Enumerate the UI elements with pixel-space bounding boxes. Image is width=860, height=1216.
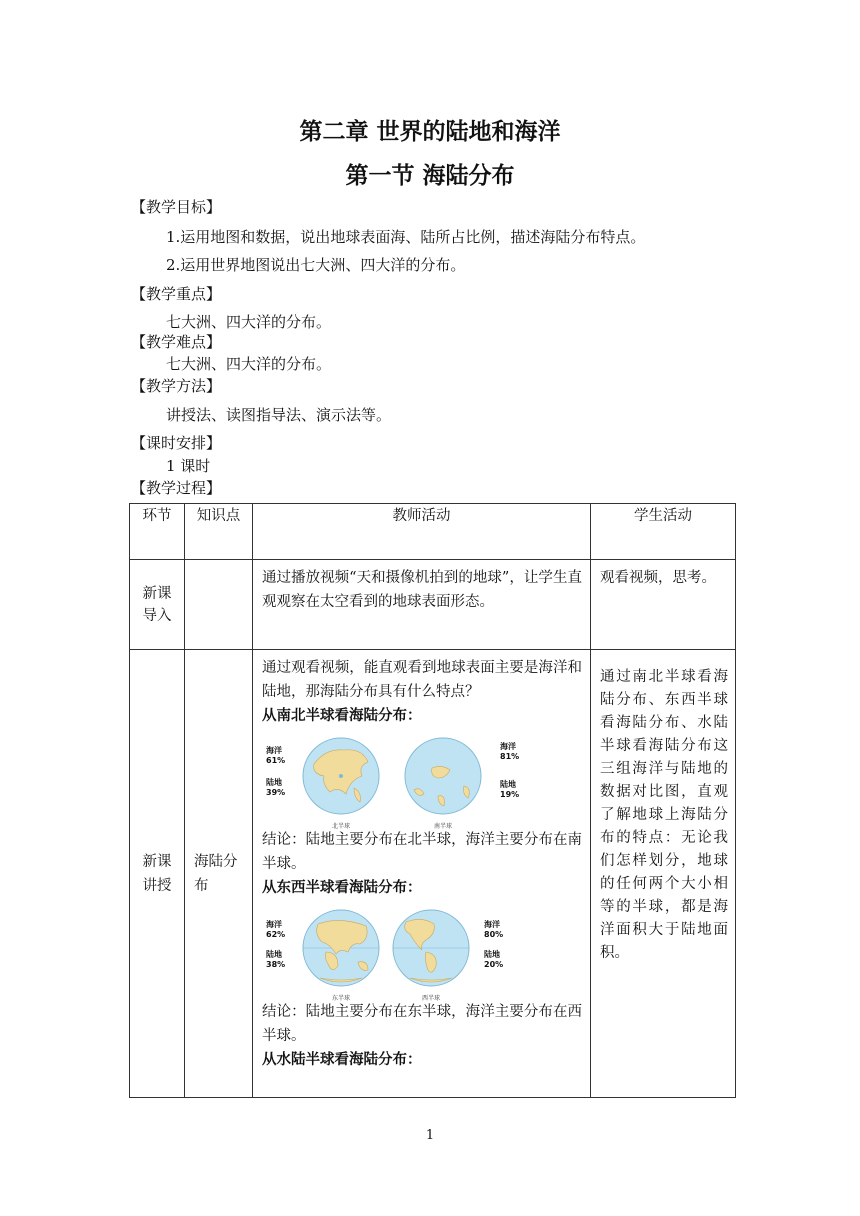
ns-left-caption: 北半球 (332, 823, 351, 830)
lesson-process-table (129, 503, 736, 1098)
stage-cell (130, 560, 185, 650)
ns-conclusion: 结论：陆地主要分布在北半球，海洋主要分布在南半球。 (262, 832, 582, 872)
key-points-label: 【教学重点】 (131, 285, 222, 303)
key-points-text: 七大洲、四大洋的分布。 (166, 313, 332, 331)
student-activity: 通过南北半球看海陆分布、东西半球看海陆分布、水陆半球看海陆分布这三组海洋与陆地的数据对比图，直观了解地球上海陆分布的特点：无论我们怎样划分，地球的任何两个大小相等的半球，都是海洋面积大于陆地面积。 (600, 669, 728, 961)
ew-heading: 从东西半球看海陆分布： (262, 879, 422, 896)
table-header-row (130, 504, 736, 560)
ns-right-ocean: 海洋 81% (500, 742, 520, 761)
knowledge-cell (185, 560, 253, 650)
difficulties-text: 七大洲、四大洋的分布。 (166, 355, 332, 373)
ns-heading: 从南北半球看海陆分布： (262, 707, 422, 724)
header-teacher: 教师活动 (253, 504, 591, 560)
knowledge-point: 海陆分布 (194, 853, 238, 894)
northern-hemisphere-globe-icon (296, 736, 386, 816)
ew-right-caption: 西半球 (422, 995, 441, 1002)
stage-teaching: 新课讲授 (142, 853, 172, 894)
schedule-label: 【课时安排】 (131, 434, 222, 452)
table-row (130, 650, 736, 1098)
stage-cell (130, 650, 185, 1098)
ns-right-caption: 南半球 (434, 823, 453, 830)
objective-1: 1.运用地图和数据，说出地球表面海、陆所占比例，描述海陆分布特点。 (166, 228, 646, 246)
difficulties-label: 【教学难点】 (131, 333, 222, 351)
ew-left-caption: 东半球 (332, 995, 351, 1002)
ns-right-land: 陆地 19% (500, 780, 520, 799)
eastern-hemisphere-globe-icon (296, 908, 386, 988)
schedule-text: 1 课时 (166, 457, 211, 475)
teacher-activity (253, 650, 590, 1072)
southern-hemisphere-globe-icon (398, 736, 488, 816)
student-cell (591, 650, 736, 1098)
header-stage: 环节 (130, 504, 185, 560)
table-row (130, 560, 736, 650)
teacher-cell (253, 650, 591, 1098)
chapter-title: 第二章 世界的陆地和海洋 (299, 119, 561, 145)
objectives-label: 【教学目标】 (131, 198, 222, 216)
ns-left-ocean: 海洋 61% (266, 746, 286, 765)
methods-label: 【教学方法】 (131, 377, 222, 395)
ew-left-land: 陆地 38% (266, 950, 286, 969)
stage-intro: 新课导入 (142, 585, 172, 624)
ns-hemisphere-figure (262, 736, 582, 830)
ew-left-ocean: 海洋 62% (266, 920, 286, 939)
teacher-intro: 通过观看视频，能直观看到地球表面主要是海洋和陆地，那海陆分布具有什么特点？ (262, 660, 582, 700)
student-activity-intro: 观看视频，思考。 (600, 570, 716, 586)
ew-hemisphere-figure (262, 908, 582, 1002)
teacher-activity-intro: 通过播放视频“天和摄像机拍到的地球”，让学生直观观察在太空看到的地球表面形态。 (262, 570, 582, 610)
teacher-cell (253, 560, 591, 650)
western-hemisphere-globe-icon (386, 908, 476, 988)
student-cell (591, 560, 736, 650)
ew-right-ocean: 海洋 80% (484, 920, 504, 939)
process-label: 【教学过程】 (131, 479, 222, 497)
objective-2: 2.运用世界地图说出七大洲、四大洋的分布。 (166, 256, 466, 274)
ew-right-land: 陆地 20% (484, 950, 504, 969)
ns-left-land: 陆地 39% (266, 778, 286, 797)
wl-heading: 从水陆半球看海陆分布： (262, 1051, 422, 1068)
header-student: 学生活动 (591, 504, 736, 560)
header-knowledge: 知识点 (185, 504, 253, 560)
knowledge-cell (185, 650, 253, 1098)
page-number: 1 (425, 1128, 435, 1143)
section-title: 第一节 海陆分布 (345, 163, 515, 189)
ew-conclusion: 结论：陆地主要分布在东半球，海洋主要分布在西半球。 (262, 1004, 582, 1044)
methods-text: 讲授法、读图指导法、演示法等。 (166, 406, 392, 424)
